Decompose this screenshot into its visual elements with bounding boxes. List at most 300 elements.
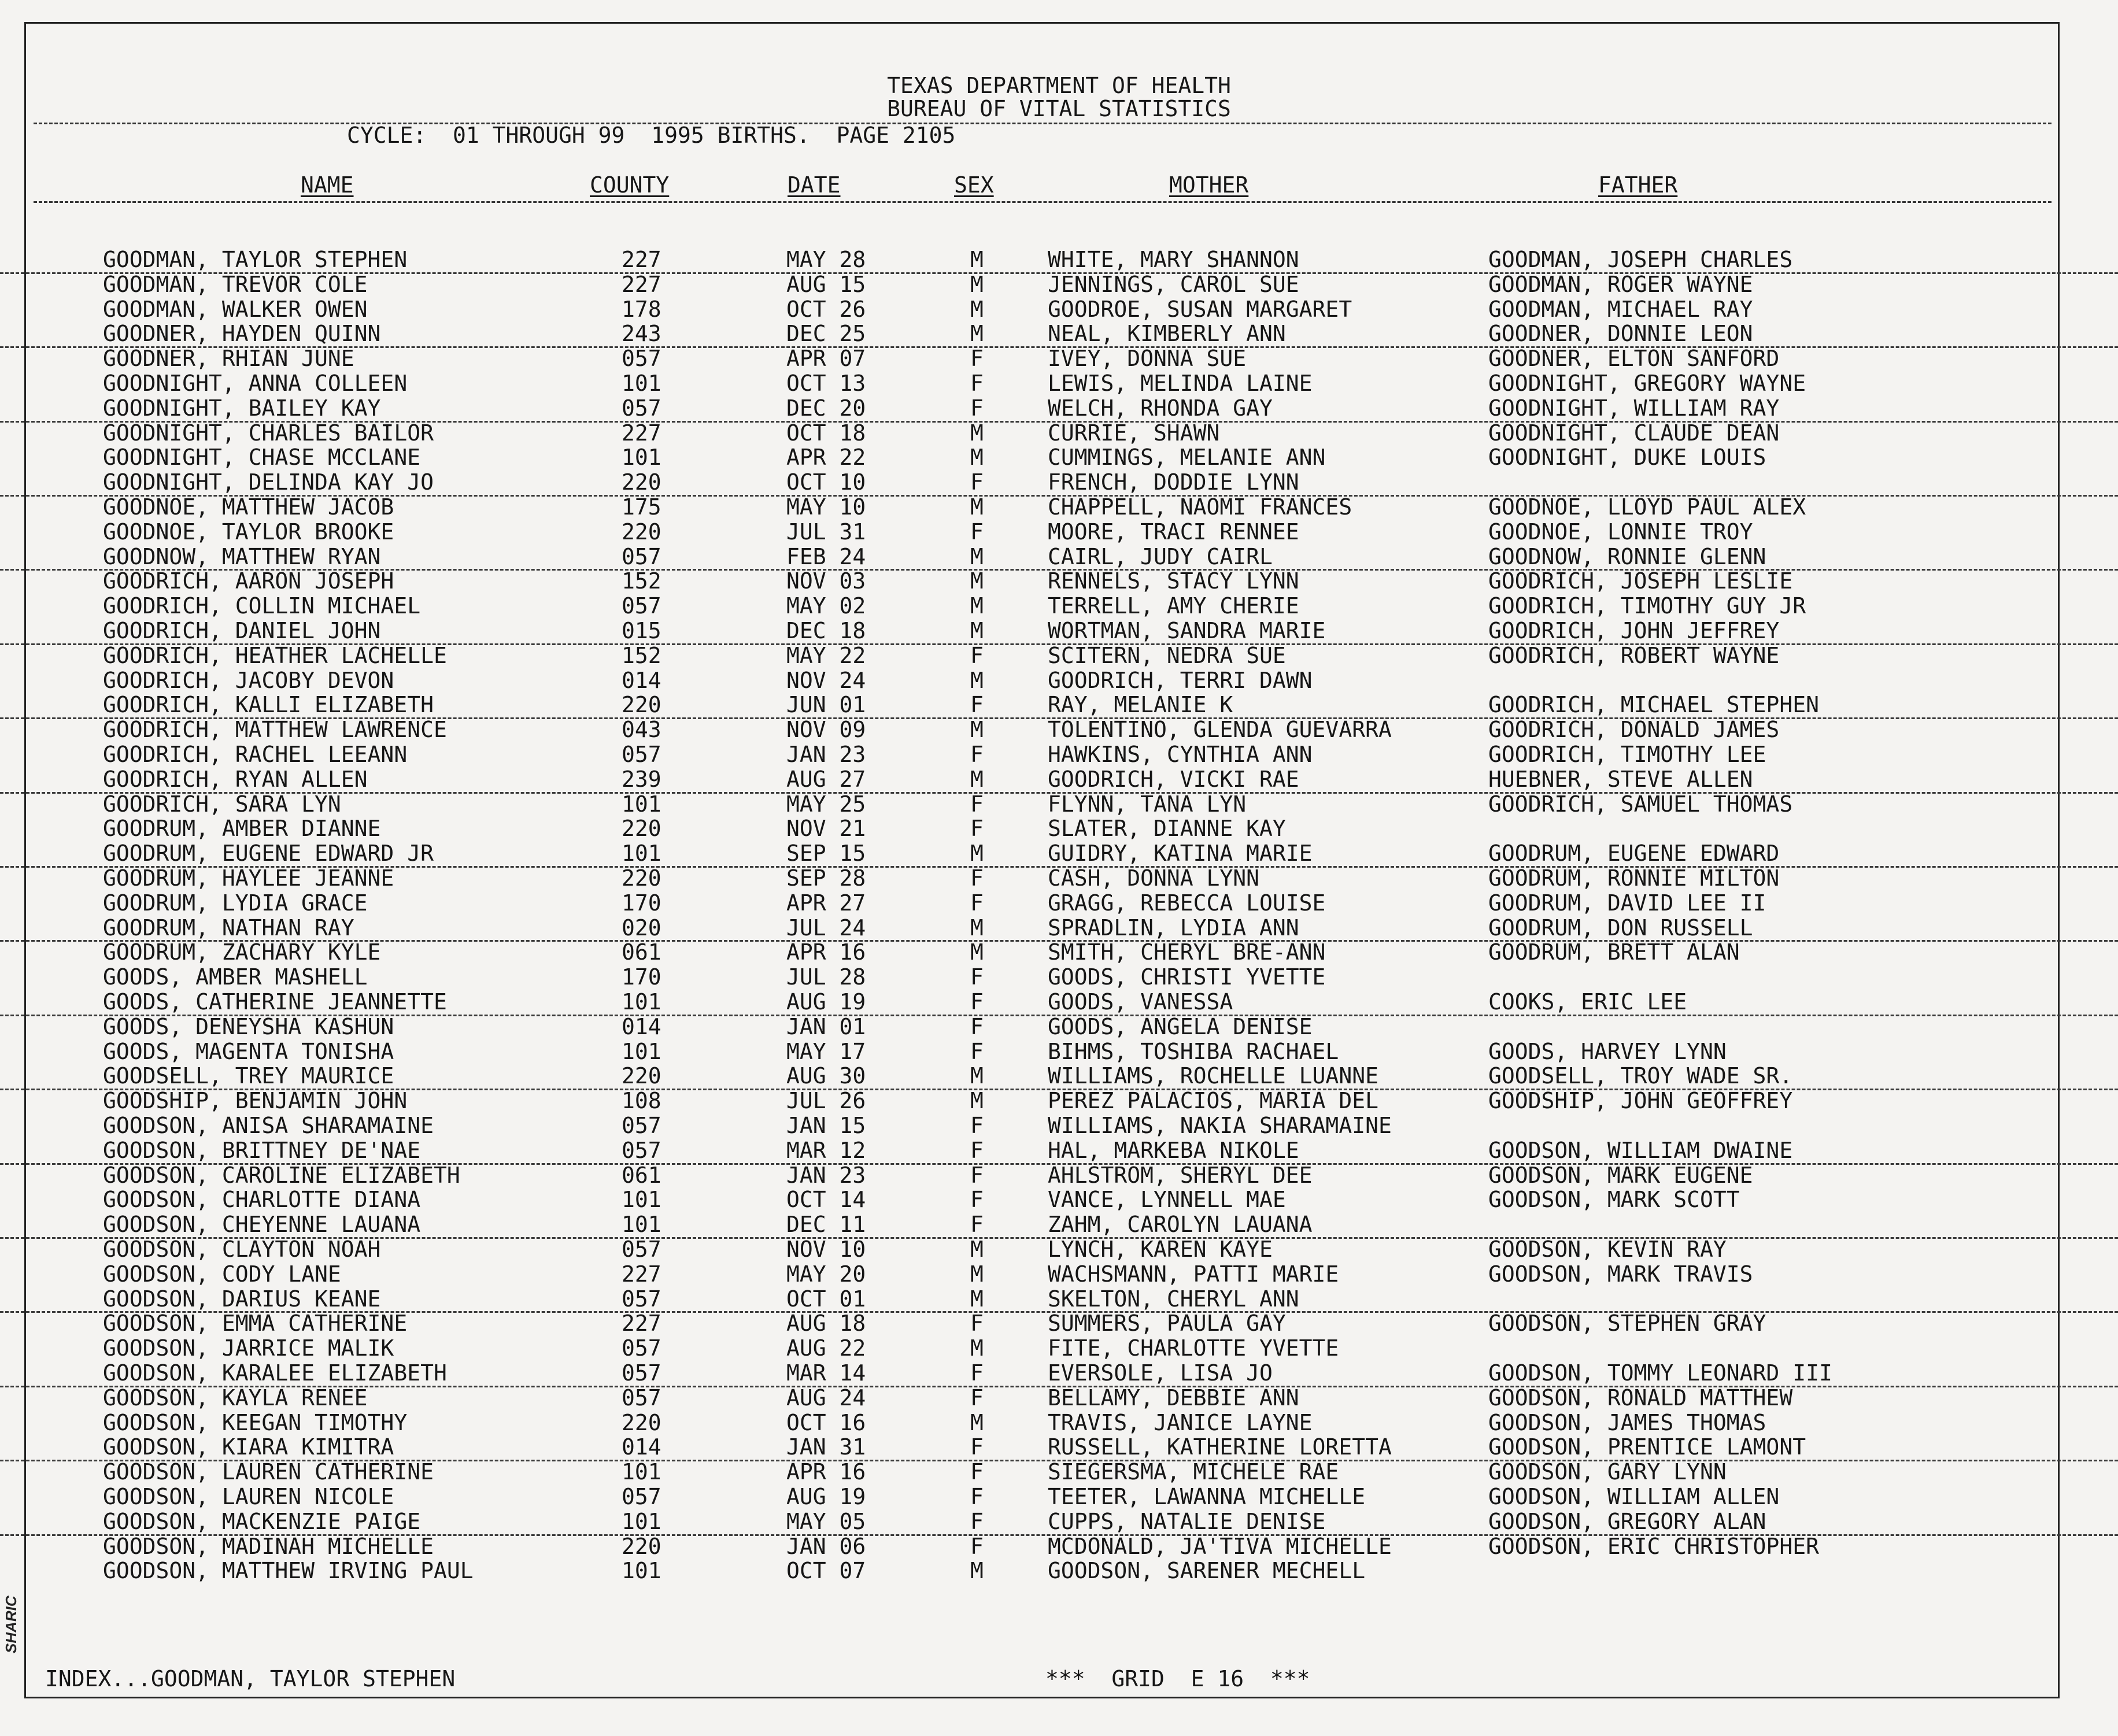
cell-county: 057 (622, 395, 661, 421)
cell-father: GOODS, HARVEY LYNN (1488, 1038, 1727, 1064)
cell-mother: ZAHM, CAROLYN LAUANA (1048, 1212, 1313, 1238)
cell-name: GOODMAN, WALKER OWEN (103, 296, 368, 322)
cell-mother: HAL, MARKEBA NIKOLE (1048, 1137, 1299, 1163)
index-footer: INDEX...GOODMAN, TAYLOR STEPHEN (45, 1666, 456, 1691)
cell-mother: TEETER, LAWANNA MICHELLE (1048, 1484, 1366, 1509)
cell-sex: M (970, 1335, 984, 1361)
cell-mother: WHITE, MARY SHANNON (1048, 247, 1299, 272)
cell-mother: CUMMINGS, MELANIE ANN (1048, 445, 1326, 471)
cell-name: GOODS, DENEYSHA KASHUN (103, 1013, 394, 1039)
cell-father: GOODRICH, SAMUEL THOMAS (1488, 791, 1793, 817)
cell-mother: RAY, MELANIE K (1048, 692, 1233, 718)
cell-name: GOODNIGHT, ANNA COLLEEN (103, 371, 408, 396)
cell-mother: TERRELL, AMY CHERIE (1048, 593, 1299, 619)
cell-sex: F (970, 791, 984, 817)
cell-mother: WACHSMANN, PATTI MARIE (1048, 1261, 1339, 1287)
cell-county: 175 (622, 494, 661, 520)
cell-father: GOODNOE, LONNIE TROY (1488, 519, 1753, 545)
cell-name: GOODRICH, RACHEL LEEANN (103, 742, 408, 767)
cell-mother: CASH, DONNA LYNN (1048, 865, 1260, 891)
cell-name: GOODSON, CHARLOTTE DIANA (103, 1187, 421, 1213)
cell-date: JUL 24 (786, 915, 866, 941)
cell-mother: SLATER, DIANNE KAY (1048, 816, 1286, 842)
cell-date: NOV 09 (786, 717, 866, 743)
cell-county: 227 (622, 1261, 661, 1287)
cell-sex: M (970, 939, 984, 965)
cell-father: GOODRICH, MICHAEL STEPHEN (1488, 692, 1819, 718)
cell-name: GOODSON, CLAYTON NOAH (103, 1237, 381, 1262)
cell-county: 108 (622, 1088, 661, 1114)
cell-name: GOODNER, RHIAN JUNE (103, 346, 354, 372)
cell-sex: F (970, 1311, 984, 1337)
table-row (0, 371, 2118, 396)
cell-mother: GOODS, ANGELA DENISE (1048, 1013, 1313, 1039)
cell-name: GOODSON, ANISA SHARAMAINE (103, 1113, 434, 1138)
cell-date: OCT 16 (786, 1409, 866, 1435)
table-row (0, 940, 2118, 965)
cell-mother: LEWIS, MELINDA LAINE (1048, 371, 1313, 396)
cell-sex: F (970, 1038, 984, 1064)
cell-county: 061 (622, 1162, 661, 1188)
cell-father: GOODSELL, TROY WADE SR. (1488, 1063, 1793, 1089)
cell-father: GOODNIGHT, DUKE LOUIS (1488, 445, 1766, 471)
table-row (0, 767, 2118, 794)
cell-father: GOODSON, GARY LYNN (1488, 1459, 1727, 1485)
cell-sex: F (970, 642, 984, 668)
cell-name: GOODNOE, MATTHEW JACOB (103, 494, 394, 520)
cell-county: 015 (622, 618, 661, 643)
cell-sex: M (970, 1286, 984, 1312)
cell-sex: F (970, 1533, 984, 1559)
table-row (0, 1534, 2118, 1559)
cell-date: JUN 01 (786, 692, 866, 718)
cell-sex: F (970, 1013, 984, 1039)
cell-county: 220 (622, 816, 661, 842)
cell-sex: M (970, 543, 984, 569)
cell-name: GOODRICH, COLLIN MICHAEL (103, 593, 421, 619)
cell-mother: PEREZ PALACIOS, MARIA DEL (1048, 1088, 1378, 1114)
table-row (0, 1187, 2118, 1212)
cell-name: GOODSON, BRITTNEY DE'NAE (103, 1137, 421, 1163)
cell-name: GOODRUM, EUGENE EDWARD JR (103, 841, 434, 867)
table-row (0, 619, 2118, 645)
cell-mother: SCITERN, NEDRA SUE (1048, 642, 1286, 668)
cell-county: 101 (622, 445, 661, 471)
cell-county: 101 (622, 841, 661, 867)
cell-county: 170 (622, 890, 661, 916)
cell-sex: F (970, 1434, 984, 1460)
cell-county: 101 (622, 1038, 661, 1064)
cell-date: MAY 17 (786, 1038, 866, 1064)
cell-county: 227 (622, 271, 661, 297)
cell-date: MAR 14 (786, 1360, 866, 1386)
col-header-name: NAME (301, 172, 354, 198)
cell-name: GOODRUM, HAYLEE JEANNE (103, 865, 394, 891)
cell-sex: F (970, 469, 984, 495)
table-row (0, 545, 2118, 571)
cell-name: GOODRUM, ZACHARY KYLE (103, 939, 381, 965)
cell-mother: GOODRICH, TERRI DAWN (1048, 667, 1313, 693)
table-row (0, 866, 2118, 891)
cell-name: GOODNIGHT, DELINDA KAY JO (103, 469, 434, 495)
cell-date: NOV 21 (786, 816, 866, 842)
cell-sex: F (970, 1162, 984, 1188)
cell-sex: F (970, 816, 984, 842)
cell-sex: M (970, 1237, 984, 1262)
cell-date: DEC 18 (786, 618, 866, 643)
cell-name: GOODSON, KIARA KIMITRA (103, 1434, 394, 1460)
cell-father: GOODNER, ELTON SANFORD (1488, 346, 1780, 372)
cell-name: GOODRUM, AMBER DIANNE (103, 816, 381, 842)
table-row (0, 1485, 2118, 1509)
cell-date: JUL 28 (786, 964, 866, 990)
cell-mother: NEAL, KIMBERLY ANN (1048, 321, 1286, 347)
cell-father: GOODSON, WILLIAM ALLEN (1488, 1484, 1780, 1509)
cell-date: NOV 10 (786, 1237, 866, 1262)
grid-footer: *** GRID E 16 *** (1045, 1666, 1310, 1691)
cell-county: 227 (622, 420, 661, 446)
cell-county: 101 (622, 1187, 661, 1213)
table-row (0, 891, 2118, 916)
cell-name: GOODSON, KAYLA RENEE (103, 1385, 368, 1411)
cell-sex: M (970, 1409, 984, 1435)
cell-mother: LYNCH, KAREN KAYE (1048, 1237, 1273, 1262)
cell-date: JAN 01 (786, 1013, 866, 1039)
cell-date: MAY 02 (786, 593, 866, 619)
cell-date: AUG 30 (786, 1063, 866, 1089)
cell-county: 227 (622, 247, 661, 272)
cell-sex: M (970, 667, 984, 693)
table-row (0, 965, 2118, 990)
cell-mother: FITE, CHARLOTTE YVETTE (1048, 1335, 1339, 1361)
cell-sex: F (970, 346, 984, 372)
cell-sex: F (970, 989, 984, 1015)
cell-county: 220 (622, 1409, 661, 1435)
column-header-rule (34, 201, 2052, 203)
cell-date: APR 07 (786, 346, 866, 372)
cell-name: GOODMAN, TAYLOR STEPHEN (103, 247, 408, 272)
cell-mother: GRAGG, REBECCA LOUISE (1048, 890, 1326, 916)
cell-date: AUG 15 (786, 271, 866, 297)
table-row (0, 916, 2118, 942)
table-row (0, 1361, 2118, 1387)
cell-sex: M (970, 841, 984, 867)
table-row (0, 1064, 2118, 1090)
cell-county: 152 (622, 568, 661, 594)
cell-mother: MCDONALD, JA'TIVA MICHELLE (1048, 1533, 1392, 1559)
cell-date: SEP 15 (786, 841, 866, 867)
cell-county: 101 (622, 1508, 661, 1534)
table-row (0, 421, 2118, 446)
table-row (0, 594, 2118, 619)
cell-father: GOODRICH, TIMOTHY LEE (1488, 742, 1766, 767)
table-row (0, 1460, 2118, 1485)
cell-sex: M (970, 1261, 984, 1287)
cell-sex: M (970, 766, 984, 792)
cell-sex: F (970, 395, 984, 421)
cell-date: MAY 10 (786, 494, 866, 520)
table-row (0, 321, 2118, 348)
cell-date: AUG 22 (786, 1335, 866, 1361)
cell-mother: WELCH, RHONDA GAY (1048, 395, 1273, 421)
cell-county: 057 (622, 1484, 661, 1509)
cell-sex: M (970, 717, 984, 743)
cell-county: 101 (622, 1459, 661, 1485)
cell-sex: M (970, 321, 984, 347)
cell-county: 014 (622, 1013, 661, 1039)
table-row (0, 643, 2118, 668)
cell-name: GOODNOE, TAYLOR BROOKE (103, 519, 394, 545)
table-row (0, 346, 2118, 371)
cell-county: 239 (622, 766, 661, 792)
cell-date: MAY 20 (786, 1261, 866, 1287)
table-row (0, 1262, 2118, 1287)
cell-name: GOODRICH, JACOBY DEVON (103, 667, 394, 693)
table-row (0, 1039, 2118, 1064)
table-row (0, 520, 2118, 545)
cell-sex: F (970, 1385, 984, 1411)
cell-county: 220 (622, 692, 661, 718)
cell-date: OCT 26 (786, 296, 866, 322)
col-header-sex: SEX (954, 172, 994, 198)
table-row (0, 816, 2118, 841)
cell-father: GOODNER, DONNIE LEON (1488, 321, 1753, 347)
cell-county: 057 (622, 1237, 661, 1262)
cell-father: GOODSON, MARK SCOTT (1488, 1187, 1740, 1213)
cell-sex: F (970, 1508, 984, 1534)
cell-county: 057 (622, 1137, 661, 1163)
cell-name: GOODNIGHT, CHASE MCCLANE (103, 445, 421, 471)
cell-name: GOODS, AMBER MASHELL (103, 964, 368, 990)
cell-father: GOODSHIP, JOHN GEOFFREY (1488, 1088, 1793, 1114)
cell-date: NOV 24 (786, 667, 866, 693)
table-row (0, 247, 2118, 274)
cell-father: GOODNIGHT, CLAUDE DEAN (1488, 420, 1780, 446)
cell-date: OCT 18 (786, 420, 866, 446)
cell-father: GOODMAN, ROGER WAYNE (1488, 271, 1753, 297)
cell-mother: FLYNN, TANA LYN (1048, 791, 1247, 817)
cell-sex: F (970, 1360, 984, 1386)
cell-father: GOODSON, PRENTICE LAMONT (1488, 1434, 1806, 1460)
cell-county: 220 (622, 1063, 661, 1089)
cell-name: GOODSON, KEEGAN TIMOTHY (103, 1409, 408, 1435)
cell-name: GOODSON, CHEYENNE LAUANA (103, 1212, 421, 1238)
cell-date: APR 16 (786, 939, 866, 965)
table-row (0, 1138, 2118, 1165)
cell-mother: GUIDRY, KATINA MARIE (1048, 841, 1313, 867)
cell-date: JUL 26 (786, 1088, 866, 1114)
cell-county: 178 (622, 296, 661, 322)
cell-date: JUL 31 (786, 519, 866, 545)
cell-mother: JENNINGS, CAROL SUE (1048, 271, 1299, 297)
cell-county: 220 (622, 865, 661, 891)
cell-county: 227 (622, 1311, 661, 1337)
cell-date: AUG 27 (786, 766, 866, 792)
cell-sex: M (970, 568, 984, 594)
cell-father: GOODRICH, TIMOTHY GUY JR (1488, 593, 1806, 619)
cell-name: GOODNIGHT, BAILEY KAY (103, 395, 381, 421)
cell-father: GOODNIGHT, GREGORY WAYNE (1488, 371, 1806, 396)
cell-date: APR 27 (786, 890, 866, 916)
cell-sex: M (970, 618, 984, 643)
cell-mother: EVERSOLE, LISA JO (1048, 1360, 1273, 1386)
cell-name: GOODSON, LAUREN CATHERINE (103, 1459, 434, 1485)
cell-father: GOODRICH, ROBERT WAYNE (1488, 642, 1780, 668)
table-row (0, 717, 2118, 742)
cell-name: GOODSON, EMMA CATHERINE (103, 1311, 408, 1337)
cell-county: 057 (622, 346, 661, 372)
table-row (0, 1311, 2118, 1336)
cell-name: GOODRICH, AARON JOSEPH (103, 568, 394, 594)
table-row (0, 396, 2118, 423)
cell-sex: M (970, 420, 984, 446)
cell-county: 057 (622, 1113, 661, 1138)
cell-date: DEC 11 (786, 1212, 866, 1238)
cell-date: MAR 12 (786, 1137, 866, 1163)
cell-name: GOODS, CATHERINE JEANNETTE (103, 989, 447, 1015)
cell-name: GOODRICH, HEATHER LACHELLE (103, 642, 447, 668)
cell-sex: F (970, 1187, 984, 1213)
cell-name: GOODSHIP, BENJAMIN JOHN (103, 1088, 408, 1114)
table-row (0, 1113, 2118, 1138)
cell-date: MAY 28 (786, 247, 866, 272)
table-row (0, 841, 2118, 868)
cell-sex: F (970, 890, 984, 916)
table-row (0, 1509, 2118, 1536)
cell-mother: RENNELS, STACY LYNN (1048, 568, 1299, 594)
cell-mother: IVEY, DONNA SUE (1048, 346, 1247, 372)
cell-name: GOODSON, CAROLINE ELIZABETH (103, 1162, 460, 1188)
cell-sex: F (970, 1113, 984, 1138)
table-row (0, 297, 2118, 322)
cell-sex: F (970, 692, 984, 718)
cell-name: GOODRUM, NATHAN RAY (103, 915, 354, 941)
cell-mother: SUMMERS, PAULA GAY (1048, 1311, 1286, 1337)
cell-date: JAN 23 (786, 742, 866, 767)
cell-mother: BIHMS, TOSHIBA RACHAEL (1048, 1038, 1339, 1064)
cell-county: 057 (622, 742, 661, 767)
cell-date: APR 16 (786, 1459, 866, 1485)
cell-date: JAN 15 (786, 1113, 866, 1138)
cell-father: GOODNIGHT, WILLIAM RAY (1488, 395, 1780, 421)
cell-sex: F (970, 1212, 984, 1238)
cell-father: GOODSON, ERIC CHRISTOPHER (1488, 1533, 1819, 1559)
cell-date: DEC 25 (786, 321, 866, 347)
cell-name: GOODRICH, KALLI ELIZABETH (103, 692, 434, 718)
cell-date: JAN 23 (786, 1162, 866, 1188)
cell-mother: CURRIE, SHAWN (1048, 420, 1220, 446)
cell-county: 243 (622, 321, 661, 347)
cell-name: GOODMAN, TREVOR COLE (103, 271, 368, 297)
table-row (0, 272, 2118, 297)
cell-father: GOODMAN, JOSEPH CHARLES (1488, 247, 1793, 272)
cell-name: GOODNER, HAYDEN QUINN (103, 321, 381, 347)
header-rule (34, 123, 2052, 124)
cell-father: GOODSON, TOMMY LEONARD III (1488, 1360, 1832, 1386)
cell-county: 220 (622, 469, 661, 495)
cell-date: OCT 01 (786, 1286, 866, 1312)
cell-name: GOODSON, MATTHEW IRVING PAUL (103, 1558, 474, 1584)
cell-name: GOODRICH, RYAN ALLEN (103, 766, 368, 792)
cell-sex: M (970, 593, 984, 619)
cell-sex: F (970, 519, 984, 545)
cell-mother: SKELTON, CHERYL ANN (1048, 1286, 1299, 1312)
department-title: TEXAS DEPARTMENT OF HEALTH (887, 73, 1231, 98)
table-row (0, 1237, 2118, 1262)
cell-mother: CAIRL, JUDY CAIRL (1048, 543, 1273, 569)
cell-mother: MOORE, TRACI RENNEE (1048, 519, 1299, 545)
cell-mother: WORTMAN, SANDRA MARIE (1048, 618, 1326, 643)
side-stamp: SHARIC (2, 1596, 20, 1653)
cell-date: SEP 28 (786, 865, 866, 891)
cell-date: FEB 24 (786, 543, 866, 569)
table-row (0, 1089, 2118, 1113)
cycle-line: CYCLE: 01 THROUGH 99 1995 BIRTHS. PAGE 2105 (347, 123, 956, 148)
cell-county: 057 (622, 1335, 661, 1361)
cell-father: GOODSON, MARK TRAVIS (1488, 1261, 1753, 1287)
cell-county: 220 (622, 519, 661, 545)
cell-father: GOODSON, JAMES THOMAS (1488, 1409, 1766, 1435)
cell-county: 101 (622, 371, 661, 396)
cell-sex: M (970, 445, 984, 471)
cell-mother: GOODS, VANESSA (1048, 989, 1233, 1015)
cell-sex: M (970, 1558, 984, 1584)
table-row (0, 1015, 2118, 1039)
cell-sex: F (970, 964, 984, 990)
cell-county: 101 (622, 989, 661, 1015)
cell-mother: WILLIAMS, ROCHELLE LUANNE (1048, 1063, 1378, 1089)
cell-name: GOODRICH, SARA LYN (103, 791, 341, 817)
cell-mother: GOODSON, SARENER MECHELL (1048, 1558, 1366, 1584)
cell-sex: F (970, 371, 984, 396)
cell-mother: CUPPS, NATALIE DENISE (1048, 1508, 1326, 1534)
cell-name: GOODSON, MADINAH MICHELLE (103, 1533, 434, 1559)
cell-father: GOODRUM, BRETT ALAN (1488, 939, 1740, 965)
cell-name: GOODSON, CODY LANE (103, 1261, 341, 1287)
table-row (0, 1435, 2118, 1461)
cell-date: APR 22 (786, 445, 866, 471)
cell-county: 101 (622, 791, 661, 817)
col-header-date: DATE (788, 172, 841, 198)
cell-name: GOODSON, MACKENZIE PAIGE (103, 1508, 421, 1534)
cell-county: 014 (622, 1434, 661, 1460)
cell-date: AUG 24 (786, 1385, 866, 1411)
cell-name: GOODS, MAGENTA TONISHA (103, 1038, 394, 1064)
cell-mother: SMITH, CHERYL BRE-ANN (1048, 939, 1326, 965)
cell-name: GOODRICH, MATTHEW LAWRENCE (103, 717, 447, 743)
cell-sex: M (970, 1088, 984, 1114)
table-row (0, 495, 2118, 520)
table-row (0, 1287, 2118, 1313)
col-header-father: FATHER (1598, 172, 1678, 198)
cell-father: GOODNOE, LLOYD PAUL ALEX (1488, 494, 1806, 520)
cell-name: GOODRICH, DANIEL JOHN (103, 618, 381, 643)
cell-sex: M (970, 915, 984, 941)
cell-name: GOODSON, DARIUS KEANE (103, 1286, 381, 1312)
cell-father: GOODSON, RONALD MATTHEW (1488, 1385, 1793, 1411)
cell-father: COOKS, ERIC LEE (1488, 989, 1687, 1015)
cell-father: GOODRUM, DAVID LEE II (1488, 890, 1766, 916)
cell-mother: BELLAMY, DEBBIE ANN (1048, 1385, 1299, 1411)
cell-county: 014 (622, 667, 661, 693)
table-row (0, 1411, 2118, 1435)
bureau-title: BUREAU OF VITAL STATISTICS (887, 96, 1231, 121)
cell-sex: M (970, 494, 984, 520)
cell-mother: FRENCH, DODDIE LYNN (1048, 469, 1299, 495)
cell-father: GOODRICH, DONALD JAMES (1488, 717, 1780, 743)
cell-mother: GOODS, CHRISTI YVETTE (1048, 964, 1326, 990)
cell-date: AUG 19 (786, 989, 866, 1015)
